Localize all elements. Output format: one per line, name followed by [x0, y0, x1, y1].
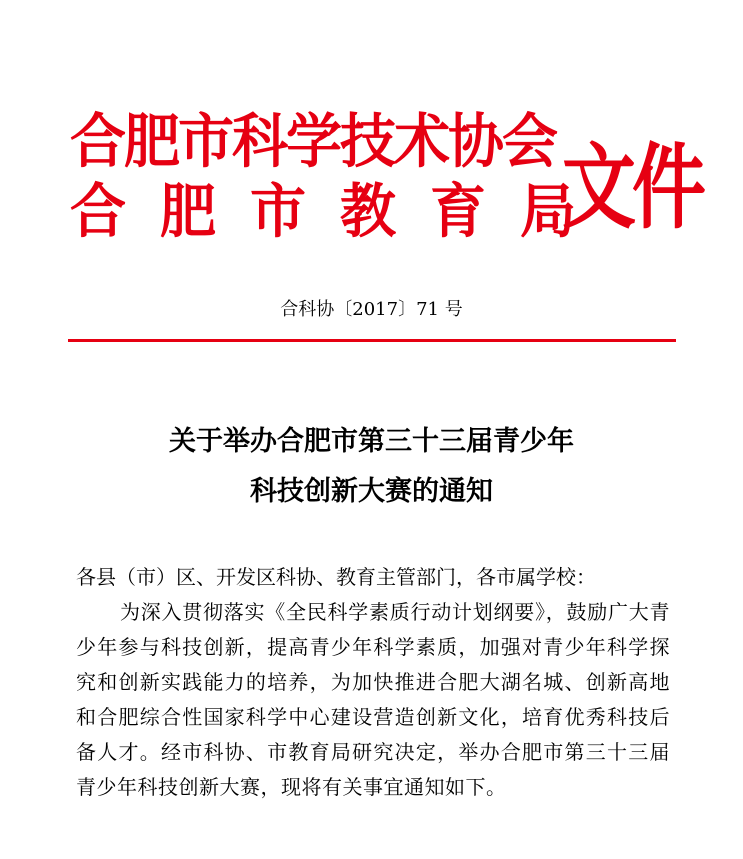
body-paragraph: 为深入贯彻落实《全民科学素质行动计划纲要》，鼓励广大青少年参与科技创新，提高青少年科学素质，加强对青少年科学探究和创新实践能力的培养，为加快推进合肥大湖名城、创新高地和合肥综合性国家科学中心建设营造创新文化，培育优秀科技后备人才。经市科协、市教育局研究决定，举办合肥市第三十三届青少年科技创新大赛，现将有关事宜通知如下。 — [76, 600, 670, 799]
document-title-line-2: 科技创新大赛的通知 — [250, 476, 493, 507]
document-title-line-1: 关于举办合肥市第三十三届青少年 — [169, 426, 574, 457]
masthead-issuer-1: 合肥市科学技术协会 — [70, 106, 556, 177]
salutation: 各县（市）区、开发区科协、教育主管部门，各市属学校： — [76, 565, 596, 589]
masthead-file-label: 文件 — [562, 134, 702, 242]
red-divider-line — [68, 339, 676, 342]
document-body — [76, 560, 670, 805]
masthead-issuer-2: 合肥市教育局 — [70, 176, 610, 247]
document-number: 合科协〔2017〕71 号 — [280, 299, 463, 320]
red-masthead — [70, 106, 702, 248]
